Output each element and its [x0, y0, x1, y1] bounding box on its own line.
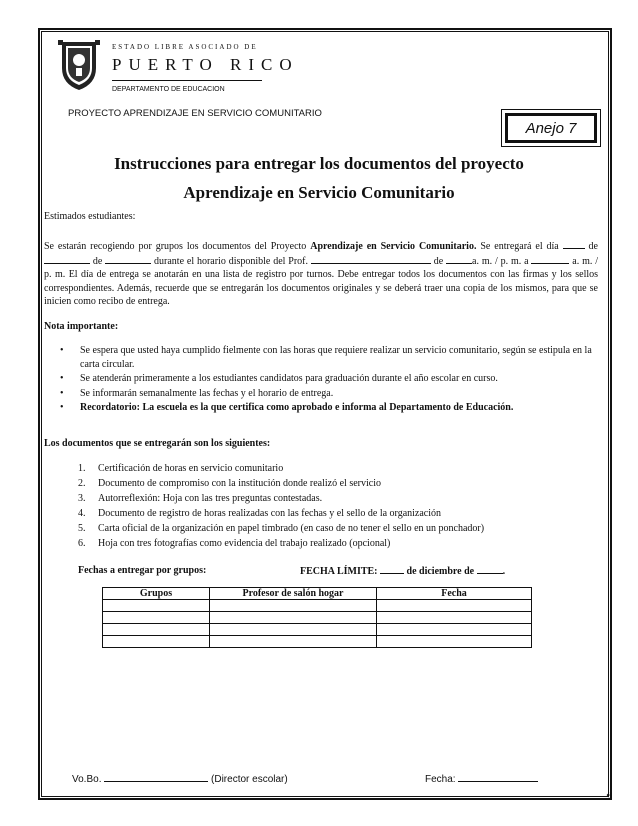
header-pais: PUERTO RICO	[112, 55, 299, 74]
blank-start-time[interactable]	[446, 254, 472, 264]
groups-table	[102, 587, 532, 648]
blank-end-time[interactable]	[531, 254, 569, 264]
para-text-2: Se entregará el día	[480, 241, 559, 252]
table-header-row	[103, 588, 532, 600]
blank-day[interactable]	[563, 239, 585, 249]
fecha-limite	[300, 564, 505, 579]
table-cell[interactable]	[377, 600, 532, 612]
table-row	[103, 624, 532, 636]
header-estado: ESTADO LIBRE ASOCIADO DE	[112, 43, 258, 51]
list-item: 2. Documento de compromiso con la institución donde realizó el servicio	[78, 478, 381, 489]
table-cell[interactable]	[103, 612, 210, 624]
table-cell[interactable]	[210, 600, 377, 612]
header-departamento: DEPARTAMENTO DE EDUCACION	[112, 86, 225, 93]
fecha-label: Fecha:	[425, 774, 456, 785]
vobo-signature-line[interactable]	[104, 772, 208, 782]
director-label: (Director escolar)	[211, 774, 288, 785]
table-cell[interactable]	[103, 624, 210, 636]
table-row	[103, 612, 532, 624]
fechas-label: Fechas a entregar por grupos:	[78, 565, 207, 576]
table-cell[interactable]	[103, 600, 210, 612]
nota-list	[60, 344, 600, 416]
bullet-icon: •	[60, 373, 64, 384]
blank-year[interactable]	[105, 254, 151, 264]
table-row	[103, 600, 532, 612]
bullet-icon: •	[60, 402, 64, 413]
blank-month[interactable]	[44, 254, 90, 264]
table-cell[interactable]	[377, 624, 532, 636]
doc-title-line1: Instrucciones para entregar los documentos del proyecto	[114, 154, 524, 173]
doc-title-line2: Aprendizaje en Servicio Comunitario	[183, 183, 455, 202]
table-cell[interactable]	[210, 612, 377, 624]
para-text-1: Se estarán recogiendo por grupos los documentos del Proyecto	[44, 241, 307, 252]
fecha-limite-label: FECHA LÍMITE:	[300, 566, 378, 577]
fecha-signature	[425, 772, 538, 785]
col-profesor: Profesor de salón hogar	[210, 588, 377, 600]
para-de-1: de	[588, 241, 598, 252]
col-fecha: Fecha	[377, 588, 532, 600]
project-name: PROYECTO APRENDIZAJE EN SERVICIO COMUNITARIO	[68, 108, 322, 119]
para-ampm-2: a. m. / p. m.	[44, 255, 598, 280]
para-ampm-1: a. m. / p. m. a	[472, 255, 529, 267]
blank-limite-year[interactable]	[477, 564, 503, 574]
table-cell[interactable]	[210, 636, 377, 648]
para-bold-project: Aprendizaje en Servicio Comunitario.	[310, 241, 477, 252]
table-cell[interactable]	[210, 624, 377, 636]
header-rule	[112, 80, 262, 81]
fecha-limite-dic: de diciembre de	[406, 566, 475, 577]
blank-limite-day[interactable]	[380, 564, 404, 574]
list-item: 5. Carta oficial de la organización en papel timbrado (en caso de no tener el sello en un ponchador)	[78, 523, 485, 534]
nota-heading: Nota importante:	[44, 321, 119, 332]
table-row	[103, 636, 532, 648]
greeting: Estimados estudiantes:	[44, 211, 136, 222]
list-item: • Se atenderán primeramente a los estudiantes candidatos para graduación durante el año escolar en curso.	[60, 373, 498, 384]
para-text-3: durante el horario disponible del Prof.	[154, 255, 309, 267]
vobo-signature	[72, 772, 288, 785]
documents-list	[78, 462, 598, 552]
para-de-2: de	[92, 255, 103, 267]
documents-heading: Los documentos que se entregarán son los siguientes:	[44, 438, 271, 449]
fecha-limite-end: .	[502, 566, 506, 577]
instructions-paragraph	[44, 239, 598, 309]
fecha-line[interactable]	[458, 772, 538, 782]
table-cell[interactable]	[377, 612, 532, 624]
bullet-icon: •	[60, 345, 64, 356]
list-item: 3. Autorreflexión: Hoja con las tres preguntas contestadas.	[78, 493, 323, 504]
list-item: • Recordatorio: La escuela es la que certifica como aprobado e informa al Departamento de Educación.	[60, 402, 514, 413]
para-text-4: El día de entrega se anotarán en una lista de registro por turnos. Debe entregar todos los documentos con las firmas y los sellos correspondientes. Además, recuerde que se entregarán los documentos originales y se deberá traer una copia de los mismos, para que se inicien como recibo de entrega.	[44, 269, 599, 307]
table-cell[interactable]	[377, 636, 532, 648]
list-item: 6. Hoja con tres fotografías como evidencia del trabajo realizado (opcional)	[78, 538, 391, 549]
col-grupos: Grupos	[103, 588, 210, 600]
list-item: 4. Documento de registro de horas realizadas con las fechas y el sello de la organización	[78, 508, 442, 519]
coat-of-arms-icon	[56, 38, 102, 92]
bullet-icon: •	[60, 387, 64, 399]
para-de-3: de	[433, 255, 444, 267]
list-item: • Se informarán semanalmente las fechas y el horario de entrega.	[60, 387, 334, 399]
anejo-box	[505, 113, 597, 143]
list-item: • Se espera que usted haya cumplido fielmente con las horas que requiere realizar un servicio comunitario, según se estipula en la carta circular.	[60, 345, 592, 370]
vobo-label: Vo.Bo.	[72, 774, 102, 785]
list-item: 1. Certificación de horas en servicio comunitario	[78, 463, 284, 474]
anejo-label: Anejo 7	[525, 119, 577, 137]
blank-prof[interactable]	[311, 254, 431, 264]
footer-mark: «	[606, 786, 613, 801]
table-cell[interactable]	[103, 636, 210, 648]
